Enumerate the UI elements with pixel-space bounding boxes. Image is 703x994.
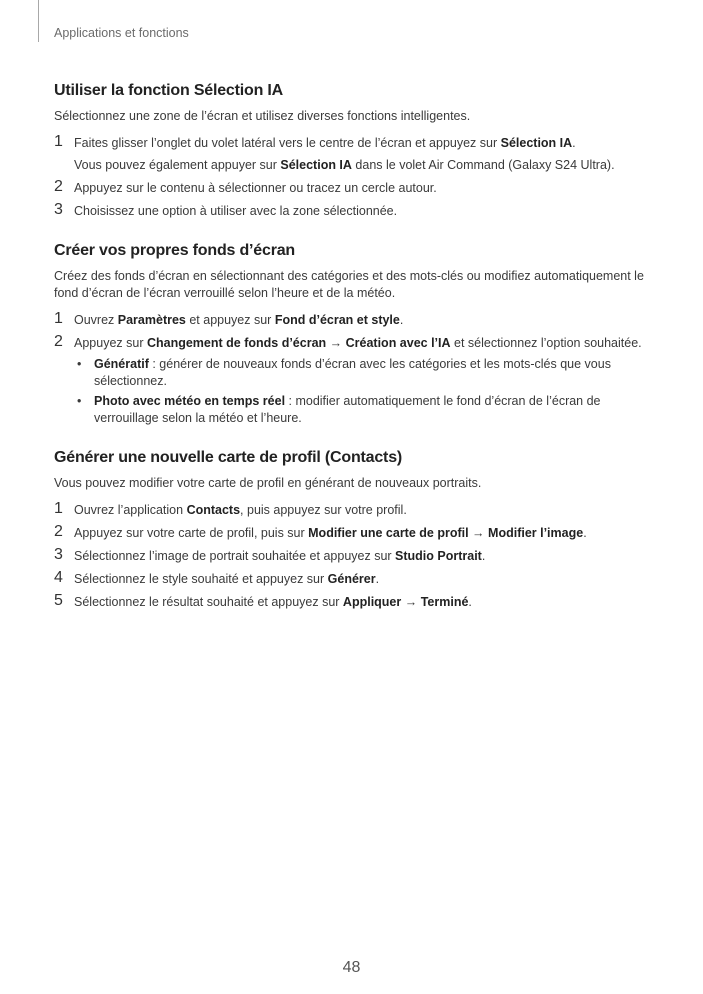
ui-term: Contacts	[186, 503, 241, 517]
step-text: Sélectionnez l’image de portrait souhaitée et appuyez sur	[74, 549, 396, 563]
step-number: 3	[54, 546, 63, 563]
step-text: Appuyez sur votre carte de profil, puis sur	[74, 526, 309, 540]
step-text: →	[468, 526, 489, 540]
step-text: .	[375, 572, 380, 586]
header-rule	[38, 0, 39, 42]
ui-term: Fond d’écran et style	[274, 313, 400, 327]
step	[54, 548, 650, 565]
step-number: 4	[54, 569, 63, 586]
ui-term: Création avec l’IA	[345, 336, 451, 350]
step-text: Sélectionnez le style souhaité et appuyez sur	[74, 572, 328, 586]
section-intro: Créez des fonds d’écran en sélectionnant des catégories et des mots-clés ou modifiez automatiquement le fond d’écran de l’écran verrouillé selon l’heure et de la météo.	[54, 269, 644, 300]
step	[54, 502, 650, 519]
step-text: Faites glisser l’onglet du volet latéral vers le centre de l’écran et appuyez sur	[74, 136, 501, 150]
section-selection-ia	[54, 82, 650, 220]
section-title: Générer une nouvelle carte de profil (Contacts)	[54, 449, 403, 466]
running-header: Applications et fonctions	[54, 26, 189, 40]
step-text: Ouvrez	[74, 313, 118, 327]
step-number: 2	[54, 333, 63, 350]
step-text: et appuyez sur	[185, 313, 275, 327]
bullet-icon: •	[77, 394, 82, 408]
step-text: Vous pouvez également appuyer sur	[74, 158, 281, 172]
step-number: 1	[54, 133, 63, 150]
step-text: Sélectionnez le résultat souhaité et appuyez sur	[74, 595, 343, 609]
step-note	[74, 157, 650, 174]
ui-term: Modifier une carte de profil	[308, 526, 469, 540]
step-text: Choisissez une option à utiliser avec la zone sélectionnée.	[74, 204, 398, 218]
step	[54, 594, 650, 611]
step-text: dans le volet Air Command (Galaxy S24 Ultra).	[351, 158, 615, 172]
step-text: et sélectionnez l’option souhaitée.	[450, 336, 642, 350]
list-item	[74, 356, 650, 390]
ui-term: Changement de fonds d’écran	[146, 336, 327, 350]
step	[54, 312, 650, 329]
ui-term: Générer	[327, 572, 376, 586]
step	[54, 571, 650, 588]
section-title: Créer vos propres fonds d’écran	[54, 242, 295, 259]
section-wallpapers	[54, 242, 650, 427]
ui-term: Génératif	[94, 357, 149, 371]
section-intro: Sélectionnez une zone de l’écran et utilisez diverses fonctions intelligentes.	[54, 109, 471, 123]
step-text: →	[326, 336, 346, 350]
step-number: 1	[54, 500, 63, 517]
step	[54, 335, 650, 427]
ui-term: Sélection IA	[280, 158, 352, 172]
section-title: Utiliser la fonction Sélection IA	[54, 82, 283, 99]
ui-term: Studio Portrait	[395, 549, 482, 563]
step-text: Appuyez sur le contenu à sélectionner ou tracez un cercle autour.	[74, 181, 437, 195]
bullet-icon: •	[77, 357, 82, 371]
ui-term: Sélection IA	[500, 136, 573, 150]
step-text: : modifier automatiquement le fond d’écran de l’écran de verrouillage selon la météo et l’heure.	[94, 394, 601, 425]
page-number: 48	[342, 959, 361, 976]
step-text: →	[401, 595, 421, 609]
list-item	[74, 393, 650, 427]
step-text: .	[572, 136, 576, 150]
step-number: 1	[54, 310, 63, 327]
ui-term: Appliquer	[342, 595, 402, 609]
step	[54, 135, 650, 174]
step-text: Ouvrez l’application	[74, 503, 187, 517]
section-intro: Vous pouvez modifier votre carte de profil en générant de nouveaux portraits.	[54, 476, 482, 490]
step	[54, 525, 650, 542]
page-content	[54, 82, 650, 633]
step-number: 2	[54, 178, 63, 195]
step-number: 5	[54, 592, 63, 609]
step	[54, 203, 650, 220]
step	[54, 180, 650, 197]
step-text: .	[481, 549, 486, 563]
bullet-list	[74, 356, 650, 427]
step-text: , puis appuyez sur votre profil.	[240, 503, 407, 517]
ui-term: Modifier l’image	[488, 526, 584, 540]
step-number: 3	[54, 201, 63, 218]
section-profile-card	[54, 449, 650, 611]
ui-term: Paramètres	[117, 313, 186, 327]
ui-term: Photo avec météo en temps réel	[94, 394, 286, 408]
step-text: : générer de nouveaux fonds d’écran avec les catégories et les mots-clés que vous sélectionnez.	[94, 357, 611, 388]
step-number: 2	[54, 523, 63, 540]
step-text: .	[468, 595, 472, 609]
step-text: Appuyez sur	[74, 336, 147, 350]
step-text: .	[583, 526, 587, 540]
step-text: .	[399, 313, 404, 327]
ui-term: Terminé	[420, 595, 469, 609]
